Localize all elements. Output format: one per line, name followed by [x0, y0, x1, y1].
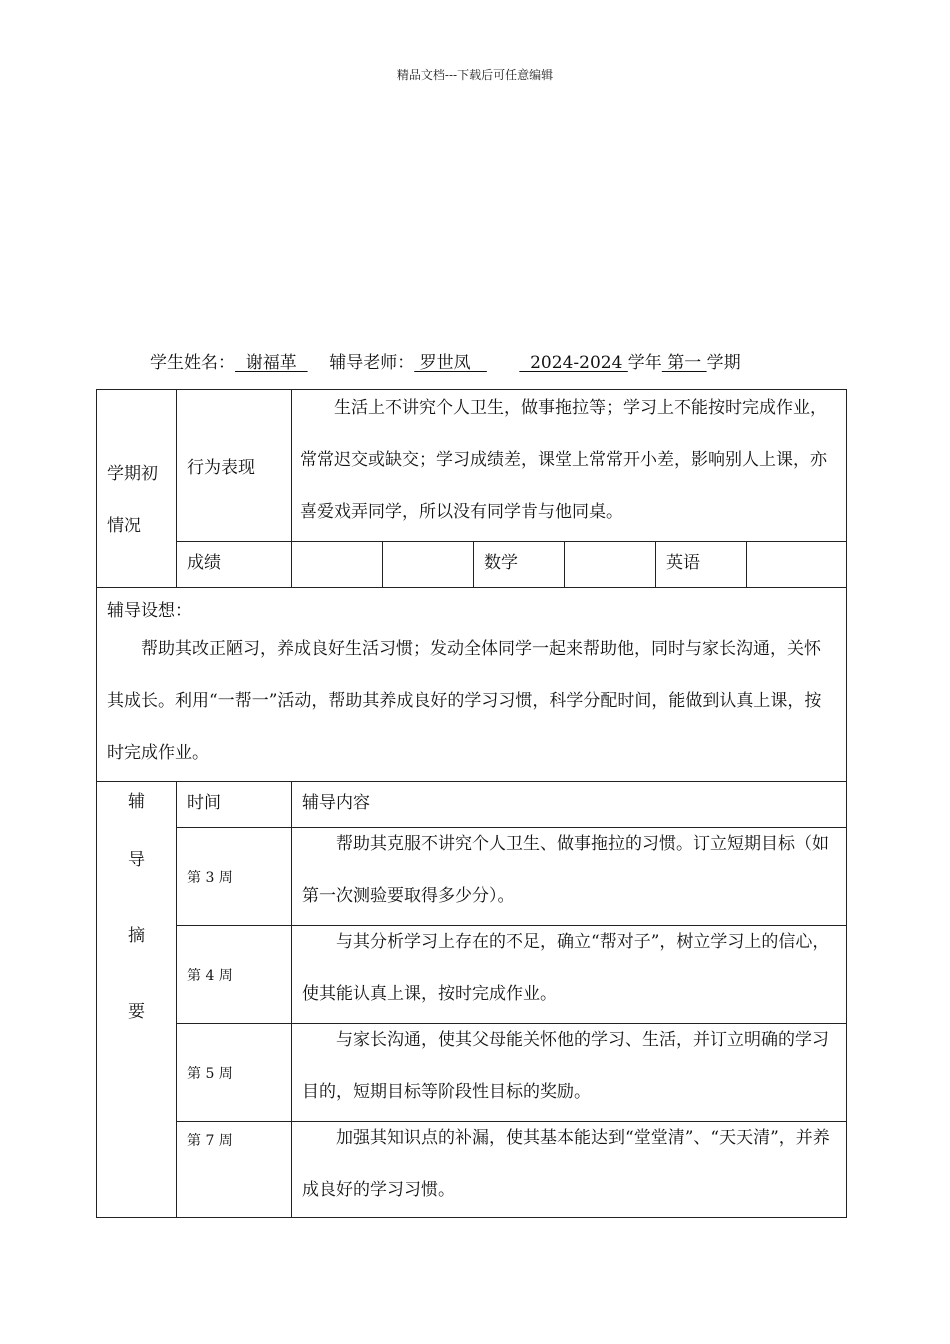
- summary-section-cell: [97, 782, 177, 1218]
- initial-section-cell: [97, 390, 177, 588]
- week-content: 与家长沟通，使其父母能关怀他的学习、生活，并订立明确的学习目的，短期目标等阶段性目标的奖励。: [302, 1030, 829, 1102]
- week-cell: [177, 926, 292, 1024]
- week-cell: [177, 828, 292, 926]
- grade-cell-1: [292, 542, 383, 588]
- math-label-cell: [474, 542, 565, 588]
- time-header: 时间: [187, 793, 221, 813]
- behavior-text: 生活上不讲究个人卫生，做事拖拉等；学习上不能按时完成作业，常常迟交或缺交；学习成绩差，课堂上常常开小差，影响别人上课，亦喜爱戏弄同学，所以没有同学肯与他同桌。: [300, 398, 827, 522]
- summary-char-4: 要: [128, 1002, 145, 1022]
- content-cell: [292, 1024, 847, 1122]
- week-label: 第 3 周: [187, 869, 233, 886]
- math-score-cell: [565, 542, 656, 588]
- english-score-cell: [747, 542, 847, 588]
- watermark: 精品文档---下载后可任意编辑: [396, 68, 554, 82]
- school-year-suffix: 学年: [627, 353, 662, 373]
- student-label: 学生姓名：: [150, 353, 235, 373]
- content-cell: [292, 828, 847, 926]
- student-name: 谢福革: [235, 353, 308, 373]
- behavior-label-cell: [177, 390, 292, 542]
- week-content: 加强其知识点的补漏，使其基本能达到“堂堂清”、“天天清”，并养成良好的学习习惯。: [302, 1128, 830, 1200]
- summary-char-2: 导: [128, 850, 145, 870]
- week-content: 帮助其克服不讲究个人卫生、做事拖拉的习惯。订立短期目标（如第一次测验要取得多少分）。: [302, 834, 829, 906]
- teacher-name: 罗世凤: [414, 353, 487, 373]
- english-label: 英语: [666, 553, 700, 573]
- header-info: [150, 348, 850, 373]
- math-label: 数学: [484, 553, 518, 573]
- plan-title: 辅导设想：: [107, 601, 192, 621]
- grades-label-cell: [177, 542, 292, 588]
- term: 第一: [661, 353, 707, 373]
- term-suffix: 学期: [706, 353, 741, 373]
- week-label: 第 4 周: [187, 967, 233, 984]
- grades-label: 成绩: [187, 553, 221, 573]
- grade-cell-2: [383, 542, 474, 588]
- plan-text: 帮助其改正陋习，养成良好生活习惯；发动全体同学一起来帮助他，同时与家长沟通，关怀其成长。利用“一帮一”活动，帮助其养成良好的学习习惯，科学分配时间，能做到认真上课，按时完成作业。: [107, 639, 822, 763]
- table-row: [97, 1122, 847, 1218]
- table-row: [97, 828, 847, 926]
- content-cell: [292, 1122, 847, 1218]
- week-label: 第 5 周: [187, 1065, 233, 1082]
- behavior-text-cell: [292, 390, 847, 542]
- week-cell: [177, 1122, 292, 1218]
- week-cell: [177, 1024, 292, 1122]
- guidance-table: [96, 389, 847, 1218]
- week-content: 与其分析学习上存在的不足，确立“帮对子”，树立学习上的信心，使其能认真上课，按时完成作业。: [302, 932, 830, 1004]
- summary-char-3: 摘: [128, 926, 145, 946]
- summary-char-1: 辅: [128, 792, 145, 812]
- table-row: [97, 1024, 847, 1122]
- content-header: 辅导内容: [302, 793, 370, 813]
- plan-cell: [97, 588, 847, 782]
- behavior-label: 行为表现: [187, 458, 255, 478]
- english-label-cell: [656, 542, 747, 588]
- time-header-cell: [177, 782, 292, 828]
- teacher-label: 辅导老师：: [329, 353, 415, 373]
- content-cell: [292, 926, 847, 1024]
- school-year: 2024-2024: [519, 353, 628, 373]
- table-row: [97, 926, 847, 1024]
- week-label: 第 7 周: [187, 1133, 233, 1149]
- initial-section-label: 学期初情况: [107, 463, 158, 536]
